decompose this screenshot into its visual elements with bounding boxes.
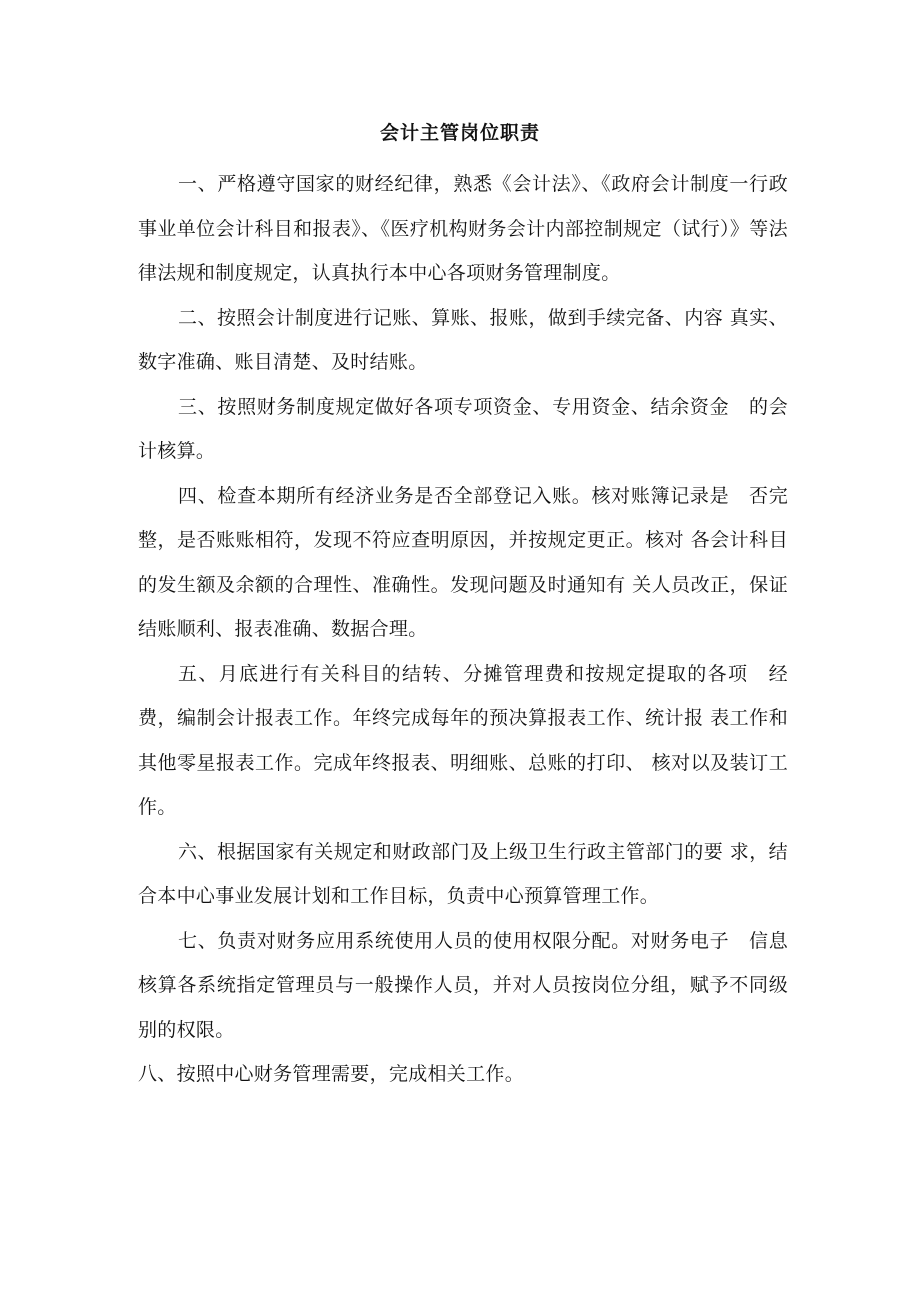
paragraph-5: 五、月底进行有关科目的结转、分摊管理费和按规定提取的各项 经费，编制会计报表工作。年终完成每年的预决算报表工作、统计报 表工作和其他零星报表工作。完成年终报表、明细账、总账的打印、 核对以及装订工作。 xyxy=(138,662,788,818)
document-body xyxy=(138,162,788,1097)
paragraph-8: 八、按照中心财务管理需要，完成相关工作。 xyxy=(138,1063,525,1085)
paragraph-4: 四、检查本期所有经济业务是否全部登记入账。核对账簿记录是 否完整，是否账账相符，发现不符应查明原因，并按规定更正。核对 各会计科目的发生额及余额的合理性、准确性。发现问题及时通知有 关人员改正，保证结账顺利、报表准确、数据合理。 xyxy=(138,484,788,640)
document-title: 会计主管岗位职责 xyxy=(379,122,540,144)
paragraph-3: 三、按照财务制度规定做好各项专项资金、专用资金、结余资金 的会计核算。 xyxy=(138,395,788,462)
paragraph-6: 六、根据国家有关规定和财政部门及上级卫生行政主管部门的要 求，结合本中心事业发展计划和工作目标，负责中心预算管理工作。 xyxy=(138,840,788,907)
paragraph-1: 一、严格遵守国家的财经纪律，熟悉《会计法》、《政府会计制度一行政事业单位会计科目和报表》、《医疗机构财务会计内部控制规定（试行）》等法律法规和制度规定，认真执行本中心各项财务管理制度。 xyxy=(138,173,788,284)
paragraph-2: 二、按照会计制度进行记账、算账、报账，做到手续完备、内容 真实、数字准确、账目清楚、及时结账。 xyxy=(138,306,788,373)
paragraph-7: 七、负责对财务应用系统使用人员的使用权限分配。对财务电子 信息核算各系统指定管理员与一般操作人员，并对人员按岗位分组，赋予不同级别的权限。 xyxy=(138,929,788,1041)
